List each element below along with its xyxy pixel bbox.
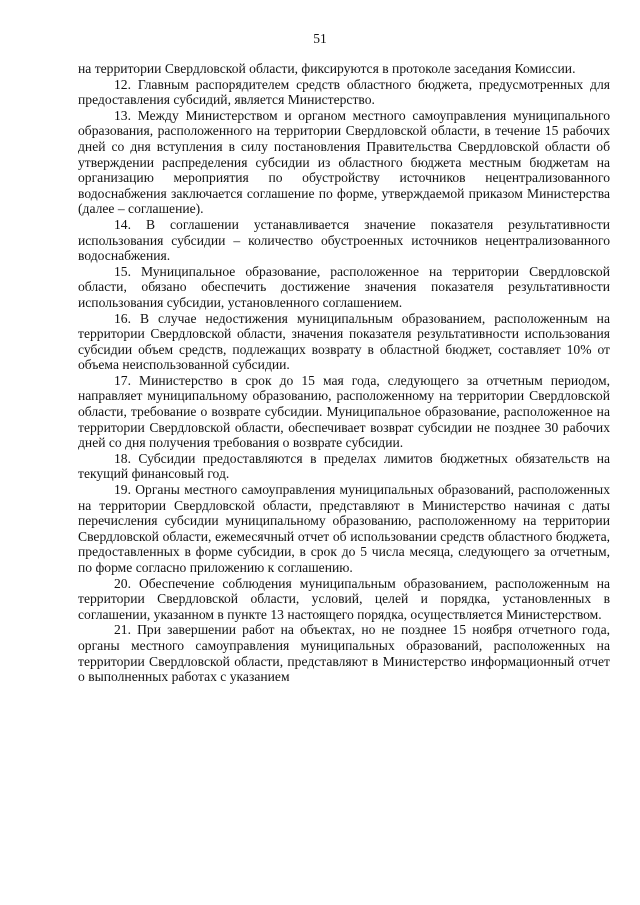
paragraph-12: 12. Главным распорядителем средств областного бюджета, предусмотренных для предоставления субсидий, является Министерство.	[78, 76, 610, 108]
paragraph-21: 21. При завершении работ на объектах, но не позднее 15 ноября отчетного года, органы местного самоуправления муниципальных образований, расположенных на территории Свердловской области, представляют в Министерство информационный отчет о выполненных работах с указанием	[78, 622, 610, 685]
paragraph-19: 19. Органы местного самоуправления муниципальных образований, расположенных на территории Свердловской области, представляют в Министерство начиная с даты перечисления субсидии муниципальному образованию, расположенному на территории Свердловской области, ежемесячный отчет об использовании средств областного бюджета, предоставленных в форме субсидии, в срок до 5 числа месяца, следующего за отчетным, по форме согласно приложению к соглашению.	[78, 482, 610, 575]
paragraph-14: 14. В соглашении устанавливается значение показателя результативности использования субсидии – количество обустроенных источников нецентрализованного водоснабжения.	[78, 216, 610, 264]
paragraph-17: 17. Министерство в срок до 15 мая года, следующего за отчетным периодом, направляет муниципальному образованию, расположенному на территории Свердловской области, требование о возврате субсидии. Муниципальное образование, расположенное на территории Свердловской области, обеспечивает возврат субсидии не позднее 30 рабочих дней со дня получения требования о возврате субсидии.	[78, 372, 610, 451]
paragraph-20: 20. Обеспечение соблюдения муниципальным образованием, расположенным на территории Свердловской области, условий, целей и порядка, установленных в соглашении, указанном в пункте 13 настоящего порядка, осуществляется Министерством.	[78, 575, 610, 622]
paragraph-16: 16. В случае недостижения муниципальным образованием, расположенным на территории Свердловской области, значения показателя результативности использования субсидии объем средств, подлежащих возврату в областной бюджет, составляет 10% от объема неиспользованной субсидии.	[78, 310, 610, 373]
paragraph-18: 18. Субсидии предоставляются в пределах лимитов бюджетных обязательств на текущий финансовый год.	[78, 450, 610, 482]
paragraph-15: 15. Муниципальное образование, расположенное на территории Свердловской области, обязано обеспечить достижение значения показателя результативности использования субсидии, установленного соглашением.	[78, 263, 610, 310]
page-number: 51	[313, 31, 327, 46]
document-body	[78, 61, 610, 685]
paragraph-continuation: на территории Свердловской области, фиксируются в протоколе заседания Комиссии.	[78, 61, 576, 76]
paragraph-13: 13. Между Министерством и органом местного самоуправления муниципального образования, расположенного на территории Свердловской области, в течение 15 рабочих дней со дня вступления в силу постановления Правительства Свердловской области об утверждении распределения субсидии из областного бюджета местным бюджетам на организацию мероприятия по обустройству источников нецентрализованного водоснабжения заключается соглашение по форме, утверждаемой приказом Министерства (далее – соглашение).	[78, 107, 610, 217]
